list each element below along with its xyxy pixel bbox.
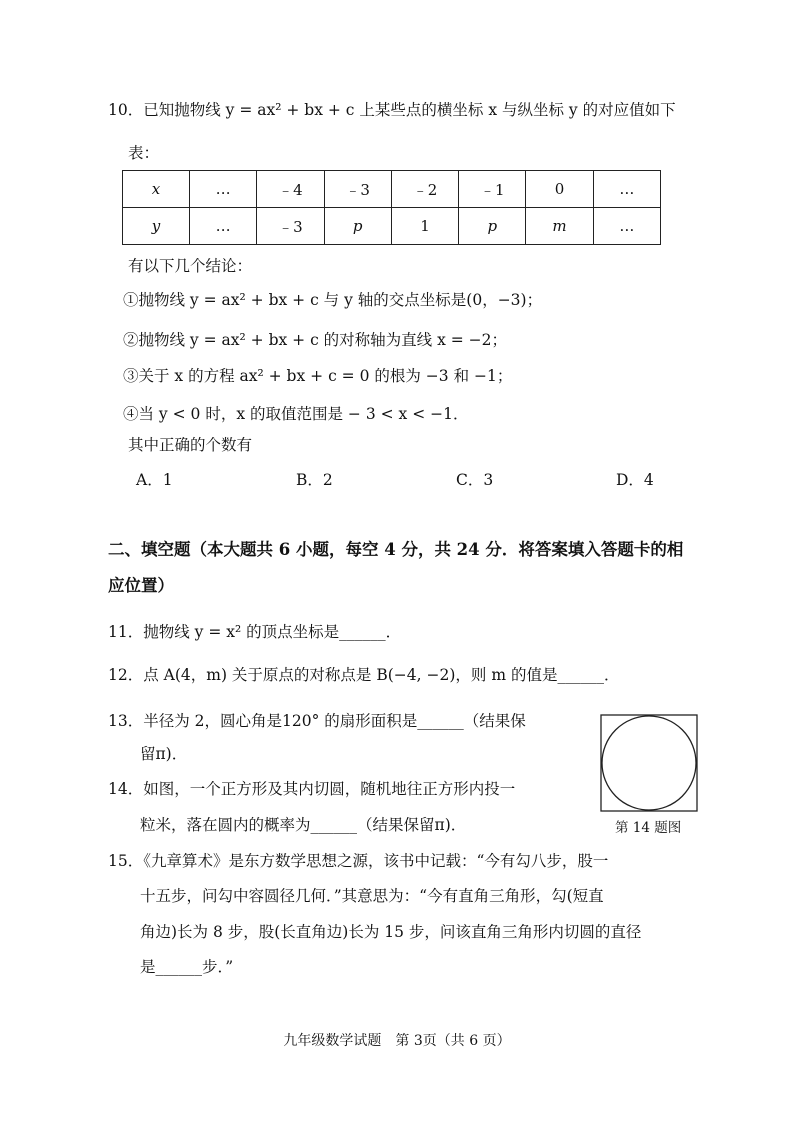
conclusion-4: ④当 y < 0 时，x 的取值范围是 − 3 < x < −1．	[123, 405, 469, 423]
option-a[interactable]: A．1	[136, 471, 173, 489]
table-cell: …	[593, 171, 660, 208]
option-d[interactable]: D．4	[616, 471, 654, 489]
table-cell: …	[593, 208, 660, 245]
table-cell: 1	[391, 208, 458, 245]
inscribed-circle	[602, 716, 696, 810]
table-cell: p	[459, 208, 526, 245]
conclusion-1: ①抛物线 y = ax² + bx + c 与 y 轴的交点坐标是(0，−3)；	[123, 291, 543, 309]
page-footer: 九年级数学试题 第 3页（共 6 页）	[283, 1033, 511, 1049]
table-cell: ﹣4	[257, 171, 324, 208]
table-cell: 0	[526, 171, 593, 208]
square-inscribed-circle-figure	[600, 714, 698, 812]
table-cell: …	[190, 208, 257, 245]
conclusions-intro: 有以下几个结论：	[128, 257, 253, 275]
conclusion-3: ③关于 x 的方程 ax² + bx + c = 0 的根为 −3 和 −1；	[123, 367, 513, 385]
question-11: 11．抛物线 y = x² 的顶点坐标是______．	[108, 623, 402, 641]
question-15-line-4: 是______步．”	[140, 958, 234, 976]
question-10-stem: 10．已知抛物线 y = ax² + bx + c 上某些点的横坐标 x 与纵坐标 y 的对应值如下	[108, 101, 676, 119]
question-14-continued: 粒米，落在圆内的概率为______（结果保留π)．	[140, 816, 467, 834]
table-cell: ﹣2	[391, 171, 458, 208]
question-13-continued: 留π)．	[140, 745, 188, 763]
table-cell: m	[526, 208, 593, 245]
table-cell: ﹣3	[324, 171, 391, 208]
question-15-line-3: 角边)长为 8 步，股(长直角边)长为 15 步，问该直角三角形内切圆的直径	[140, 923, 642, 941]
conclusion-2: ②抛物线 y = ax² + bx + c 的对称轴为直线 x = −2；	[123, 331, 508, 349]
table-header-y: y	[123, 208, 190, 245]
option-c[interactable]: C．3	[456, 471, 494, 489]
table-cell: ﹣1	[459, 171, 526, 208]
figure-14-caption: 第 14 题图	[615, 820, 682, 836]
table-cell: ﹣3	[257, 208, 324, 245]
table-row-y	[123, 208, 661, 245]
table-header-x: x	[123, 171, 190, 208]
question-12: 12．点 A(4，m) 关于原点的对称点是 B(−4, −2)，则 m 的值是______．	[108, 666, 620, 684]
table-cell: p	[324, 208, 391, 245]
question-10-stem-continued: 表：	[128, 144, 160, 162]
question-14: 14．如图，一个正方形及其内切圆，随机地往正方形内投一	[108, 780, 516, 798]
question-10-ask: 其中正确的个数有	[128, 436, 253, 454]
section-heading-continued: 应位置）	[108, 576, 174, 595]
table-cell: …	[190, 171, 257, 208]
section-heading: 二、填空题（本大题共 6 小题，每空 4 分，共 24 分．将答案填入答题卡的相	[108, 540, 684, 559]
question-13: 13．半径为 2，圆心角是120° 的扇形面积是______（结果保	[108, 712, 526, 730]
table-row-x	[123, 171, 661, 208]
question-15: 15．《九章算术》是东方数学思想之源，该书中记载：“今有勾八步，股一	[108, 852, 609, 870]
question-15-line-2: 十五步，问勾中容圆径几何．”其意思为：“今有直角三角形，勾(短直	[140, 887, 604, 905]
xy-value-table	[122, 170, 661, 245]
option-b[interactable]: B．2	[296, 471, 333, 489]
